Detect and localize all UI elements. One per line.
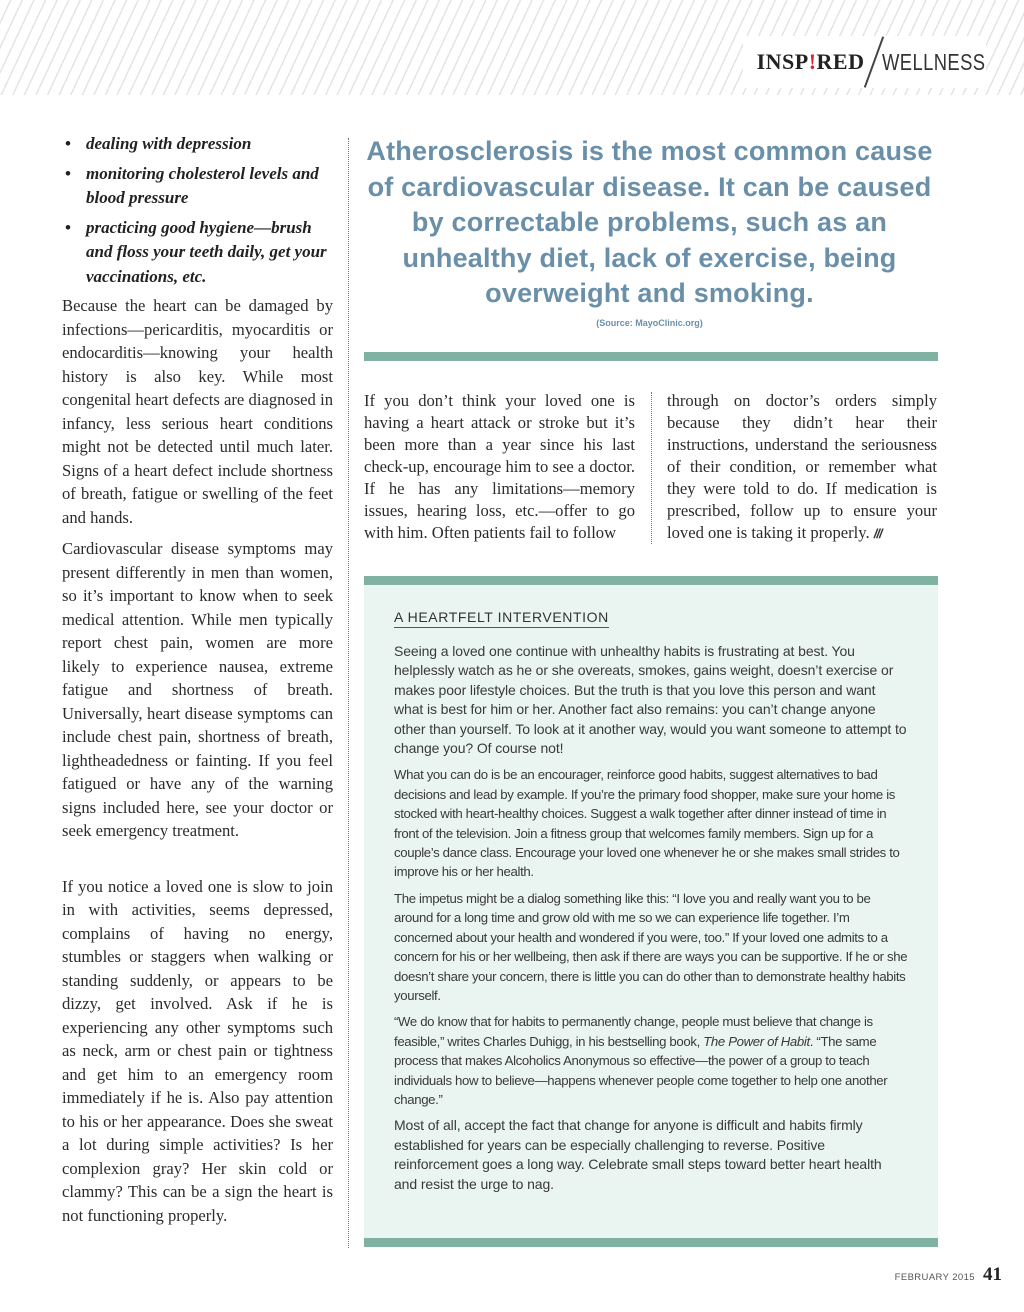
pull-quote: Atherosclerosis is the most common cause of cardiovascular disease. It can be caused by correctable problems, such as an unhealthy diet, lack of exercise, being overweight and smoking. (366, 136, 933, 308)
sidebar-paragraph: What you can do is be an encourager, reinforce good habits, suggest alternatives to bad decisions and lead by example. If you’re the primary food shopper, make sure your home is stocked with heart-healthy choices. Suggest a walk together after dinner instead of time in front of the television. Join a fitness group that welcomes family members. Sign up for a couple’s dance class. Encourage your loved one whenever he or she makes small strides to improve his or her health. (394, 767, 900, 880)
middle-column-left: If you don’t think your loved one is having a heart attack or stroke but it’s been more than a year since his last check-up, encourage him to see a doctor. If he has any limitations—memory issues, hearing loss, etc.—offer to go with him. Often patients fail to follow (364, 391, 635, 542)
accent-bar (364, 352, 938, 361)
body-paragraph: Because the heart can be damaged by infections—pericarditis, myocarditis or endocarditis—knowing your health history is also key. While most congenital heart defects are diagnosed in infancy, less serious heart conditions might not be detected until much later. Signs of a heart defect include shortness of breath, fatigue or swelling of the feet and hands. (62, 296, 333, 527)
column-divider (651, 392, 652, 544)
body-paragraph: Cardiovascular disease symptoms may present differently in men than women, so it’s important to know when to seek medical attention. While men typically report chest pain, women are more likely to experience nausea, extreme fatigue and shortness of breath. Universally, heart disease symptoms can include chest pain, shortness of breath, lightheadedness or fainting. If you feel fatigued or have any of the warning signs included here, see your doctor or seek emergency treatment. (62, 539, 333, 840)
column-divider (348, 138, 349, 1248)
accent-bar (364, 576, 938, 585)
masthead (743, 36, 986, 88)
middle-column-right: through on doctor’s orders simply because they didn’t hear their instructions, understand the seriousness of their condition, or remember what they were told to do. If medication is prescribed, follow up to ensure your loved one is taking it properly. /// (667, 391, 937, 542)
list-item: • practicing good hygiene—brush and floss your teeth daily, get your vaccinations, etc. (65, 217, 327, 286)
sidebar-paragraph: The impetus might be a dialog something like this: “I love you and really want you to be around for a long time and grow old with me so we can experience life together. I’m concerned about your health and wondered if you were, too.” If your loved one admits to a concern for his or her wellbeing, then ask if there are ways you can be supportive. If he or she doesn’t share your concern, there is little you can do other than to demonstrate healthy habits yourself. (394, 890, 908, 1003)
magazine-logo: INSP!RED (756, 49, 865, 74)
masthead-divider (863, 36, 883, 87)
body-paragraph: If you notice a loved one is slow to join in with activities, seems depressed, complains of having no energy, stumbles or staggers when walking or standing suddenly, or appears to be dizzy, get involved. Ask if he is experiencing any other symptoms such as neck, arm or chest pain or tightness and get him to an emergency room immediately if he is. Also pay attention to his or her appearance. Does she sweat a lot during simple activities? Is her complexion gray? Her skin cold or clammy? This can be a sign the heart is not functioning properly. (62, 876, 333, 1225)
sidebar-paragraph: Seeing a loved one continue with unhealthy habits is frustrating at best. You helplessly watch as he or she overeats, smokes, gains weight, doesn’t exercise or makes poor lifestyle choices. But the truth is that you love this person and want what is best for him or her. Another fact also remains: you can’t change anyone other than yourself. To look at it another way, would you want someone to attempt to change you? Of course not! (394, 643, 907, 757)
bullet-list (62, 132, 333, 289)
pull-quote-source: (Source: MayoClinic.org) (596, 318, 703, 328)
list-item: • monitoring cholesterol levels and blood pressure (65, 163, 319, 207)
sidebar-paragraph: Most of all, accept the fact that change for anyone is difficult and habits firmly established for years can be especially challenging to reverse. Positive reinforcement goes a long way. Celebrate small steps toward better heart health and resist the urge to nag. (394, 1117, 882, 1192)
end-mark: /// (873, 526, 882, 541)
sidebar-box (364, 585, 938, 1238)
page-number: 41 (983, 1264, 1002, 1285)
list-item: • dealing with depression (65, 134, 252, 153)
left-column (62, 132, 333, 1227)
page-footer (895, 1264, 1002, 1286)
issue-date: FEBRUARY 2015 (894, 1272, 975, 1283)
sidebar-paragraph: “We do know that for habits to permanently change, people must believe that change is feasible,” writes Charles Duhigg, in his bestselling book, The Power of Habit. “The same process that makes Alcoholics Anonymous so effective—the power of a group to teach individuals how to believe—happens whenever people come together to help one another change.” (394, 1014, 888, 1107)
sidebar-title: A HEARTFELT INTERVENTION (394, 609, 609, 628)
book-title: The Power of Habit (703, 1033, 810, 1049)
section-label: WELLNESS (882, 48, 986, 75)
accent-bar (364, 1238, 938, 1247)
